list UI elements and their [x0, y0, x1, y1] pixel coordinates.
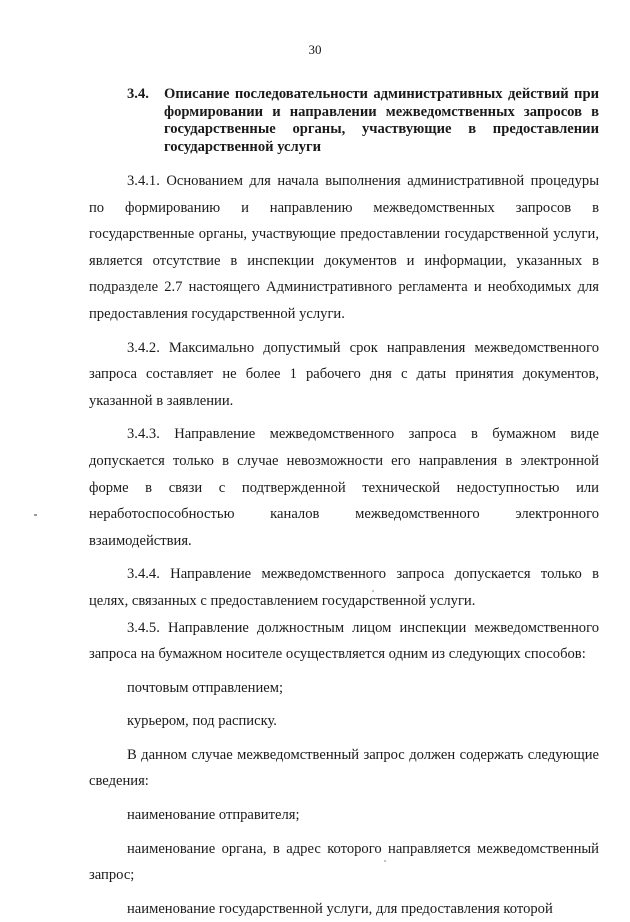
page-number: 30	[308, 42, 322, 57]
list-item-courier: курьером, под расписку.	[127, 713, 277, 730]
scan-artifact-dot	[384, 860, 386, 862]
list-item-recipient: наименование органа, в адрес которого направляется межведомственный запрос;	[89, 840, 599, 884]
list-item-sender: наименование отправителя;	[127, 807, 300, 824]
paragraph-3-4-3: 3.4.3. Направление межведомственного запроса в бумажном виде допускается только в случае невозможности его направления в электронной форме в связи с подтвержденной технической недоступностью или неработоспособностью каналов межведомственного электронного взаимодействия.	[89, 426, 599, 549]
paragraph-3-4-1: 3.4.1. Основанием для начала выполнения административной процедуры по формированию и направлению межведомственных запросов в государственные органы, участвующие предоставлении государственной услуги, является отсутствие в инспекции документов и информации, указанных в подразделе 2.7 настоящего Административного регламента и необходимых для предоставления государственной услуги.	[89, 173, 599, 322]
paragraph-3-4-5: 3.4.5. Направление должностным лицом инспекции межведомственного запроса на бумажном носителе осуществляется одним из следующих способов:	[89, 619, 599, 663]
list-item-service: наименование государственной услуги, для предоставления которой	[127, 900, 553, 917]
scan-artifact-mark	[34, 514, 37, 516]
scan-artifact-dot	[372, 590, 374, 592]
paragraph-3-4-2: 3.4.2. Максимально допустимый срок направления межведомственного запроса составляет не более 1 рабочего дня с даты принятия документов, указанной в заявлении.	[89, 339, 599, 409]
paragraph-required-info: В данном случае межведомственный запрос должен содержать следующие сведения:	[89, 746, 599, 790]
section-heading-number: 3.4.	[127, 86, 149, 102]
paragraph-3-4-4: 3.4.4. Направление межведомственного запроса допускается только в целях, связанных с предоставлением государственной услуги.	[89, 566, 599, 609]
body-text	[89, 168, 599, 922]
list-item-postal: почтовым отправлением;	[127, 679, 284, 696]
section-heading-text: Описание последовательности административных действий при формировании и направлении межведомственных запросов в государственные органы, участвующие в предоставлении государственной услуги	[164, 86, 599, 155]
section-heading	[127, 86, 599, 156]
